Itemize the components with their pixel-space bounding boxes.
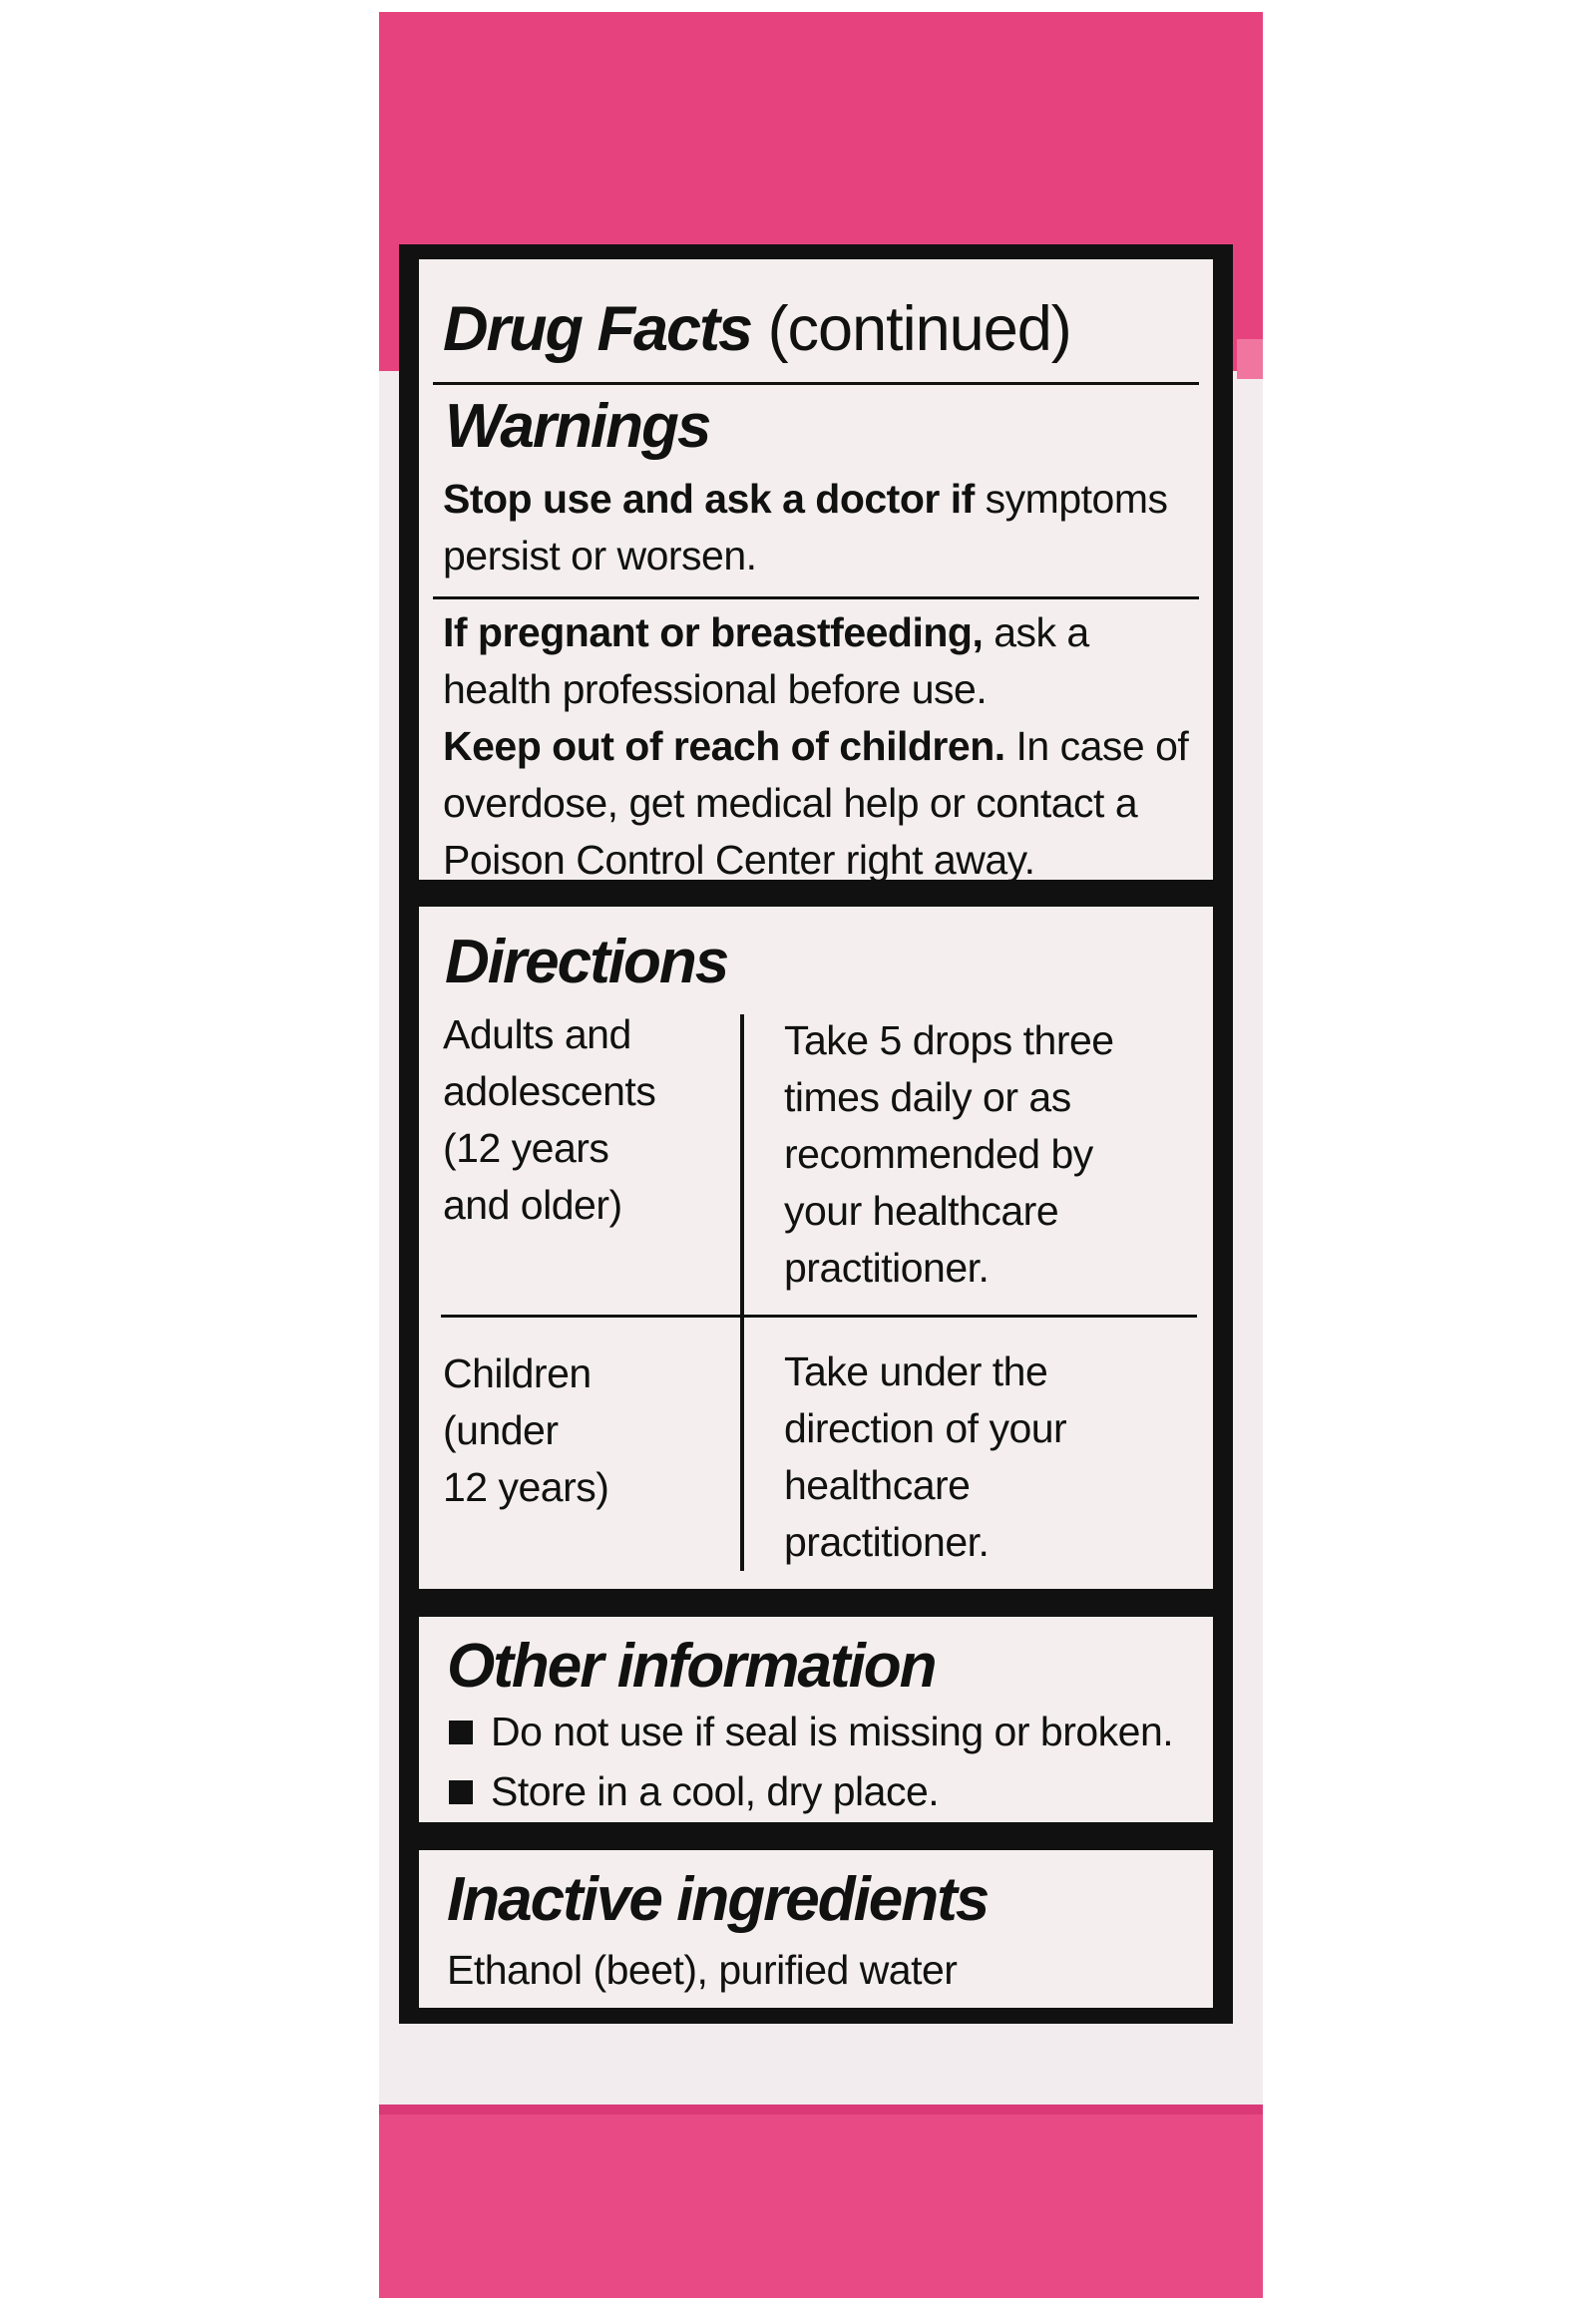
warnings-title: Warnings — [445, 392, 710, 461]
other-information-panel — [419, 1617, 1213, 1822]
title-divider — [433, 382, 1199, 385]
other-information-item: Store in a cool, dry place. — [449, 1768, 939, 1815]
other-information-item: Do not use if seal is missing or broken. — [449, 1709, 1173, 1755]
drug-facts-label — [399, 244, 1233, 2024]
other-information-title: Other information — [447, 1632, 936, 1701]
children-warning: Keep out of reach of children. In case of overdose, get medical help or contact a Poison Control Center right away. — [443, 723, 1189, 883]
warnings-divider — [433, 596, 1199, 599]
directions-instruction-adults: Take 5 drops three times daily or as recommended by your healthcare practitioner. — [784, 1017, 1114, 1291]
directions-title: Directions — [445, 928, 728, 996]
bullet-square-icon — [449, 1780, 473, 1804]
inactive-ingredients-text: Ethanol (beet), purified water — [447, 1947, 958, 1993]
inactive-ingredients-panel — [419, 1850, 1213, 2008]
bullet-square-icon — [449, 1721, 473, 1744]
directions-row-divider — [441, 1315, 1197, 1318]
directions-column-divider — [740, 1014, 744, 1571]
directions-panel — [419, 907, 1213, 1589]
stop-use-warning: Stop use and ask a doctor if symptoms persist or worsen. — [443, 476, 1168, 578]
inactive-ingredients-title: Inactive ingredients — [447, 1865, 989, 1934]
directions-group-children: Children (under 12 years) — [443, 1350, 609, 1510]
directions-group-adults: Adults and adolescents (12 years and older) — [443, 1011, 656, 1228]
drug-facts-title: Drug Facts (continued) — [443, 294, 1071, 364]
warnings-panel — [419, 259, 1213, 883]
directions-instruction-children: Take under the direction of your healthcare practitioner. — [784, 1348, 1067, 1565]
package-top-edge — [1237, 339, 1263, 379]
package-bottom-band — [379, 2114, 1263, 2298]
pregnancy-warning: If pregnant or breastfeeding, ask a health professional before use. — [443, 609, 1089, 712]
